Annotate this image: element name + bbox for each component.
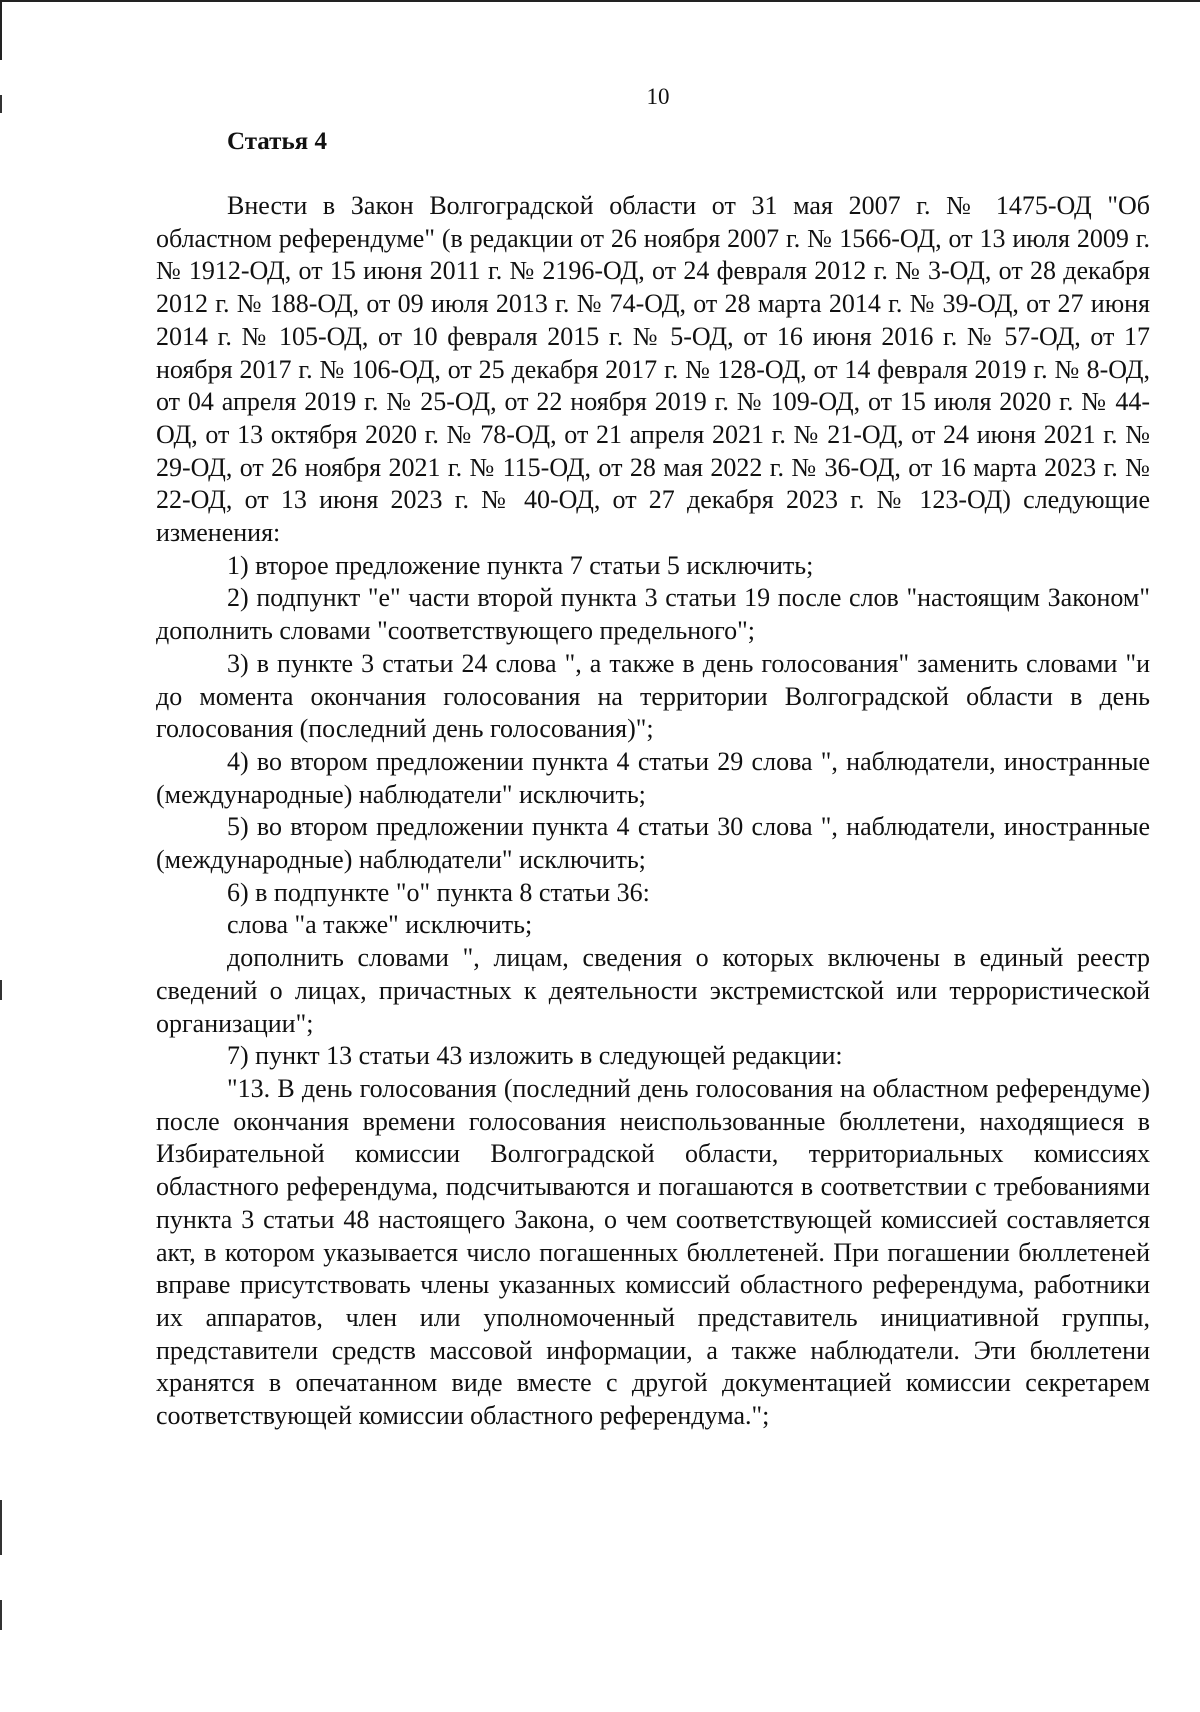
- scan-left-edge: [0, 0, 2, 60]
- paragraph-item-3: 3) в пункте 3 статьи 24 слова ", а также в день голосования" заменить словами "и до момента окончания голосования на территории Волгоградской области в день голосования (последний день голосования)";: [156, 648, 1150, 744]
- paragraph-item-7: 7) пункт 13 статьи 43 изложить в следующей редакции:: [227, 1041, 843, 1071]
- scan-edge-mark: [0, 980, 2, 1000]
- scan-top-edge: [0, 0, 1200, 2]
- article-body: [156, 190, 1150, 1433]
- paragraph-item-4: 4) во втором предложении пункта 4 статьи 29 слова ", наблюдатели, иностранные (международные) наблюдатели" исключить;: [156, 746, 1150, 809]
- scan-edge-mark: [0, 1600, 2, 1630]
- paragraph-intro: Внести в Закон Волгоградской области от 31 мая 2007 г. № 1475-ОД "Об областном референдуме" (в редакции от 26 ноября 2007 г. № 1566-ОД, от 13 июля 2009 г. № 1912-ОД, от 15 июня 2011 г. № 2196-ОД, от 24 февраля 2012 г. № 3-ОД, от 28 декабря 2012 г. № 188-ОД, от 09 июля 2013 г. № 74-ОД, от 28 марта 2014 г. № 39-ОД, от 27 июня 2014 г. № 105-ОД, от 10 февраля 2015 г. № 5-ОД, от 16 июня 2016 г. № 57-ОД, от 17 ноября 2017 г. № 106-ОД, от 25 декабря 2017 г. № 128-ОД, от 14 февраля 2019 г. № 8-ОД, от 04 апреля 2019 г. № 25-ОД, от 22 ноября 2019 г. № 109-ОД, от 15 июля 2020 г. № 44-ОД, от 13 октября 2020 г. № 78-ОД, от 21 апреля 2021 г. № 21-ОД, от 24 июня 2021 г. № 29-ОД, от 26 ноября 2021 г. № 115-ОД, от 28 мая 2022 г. № 36-ОД, от 16 марта 2023 г. № 22-ОД, от 13 июня 2023 г. № 40-ОД, от 27 декабря 2023 г. № 123-ОД) следующие изменения:: [156, 191, 1150, 548]
- paragraph-item-6: 6) в подпункте "о" пункта 8 статьи 36:: [227, 877, 650, 907]
- paragraph-item-2: 2) подпункт "е" части второй пункта 3 статьи 19 после слов "настоящим Законом" дополнить словами "соответствующего предельного";: [156, 583, 1150, 646]
- paragraph-item-7-text: "13. В день голосования (последний день голосования на областном референдуме) после окончания времени голосования неиспользованные бюллетени, находящиеся в Избирательной комиссии Волгоградской области, территориальных комиссиях областного референдума, подсчитываются и погашаются в соответствии с требованиями пункта 3 статьи 48 настоящего Закона, о чем соответствующей комиссией составляется акт, в котором указывается число погашенных бюллетеней. При погашении бюллетеней вправе присутствовать члены указанных комиссий областного референдума, работники их аппаратов, член или уполномоченный представитель инициативной группы, представители средств массовой информации, а также наблюдатели. Эти бюллетени хранятся в опечатанном виде вместе с другой документацией комиссии секретарем соответствующей комиссии областного референдума.";: [156, 1073, 1150, 1431]
- article-title: Статья 4: [227, 128, 327, 155]
- paragraph-item-1: 1) второе предложение пункта 7 статьи 5 исключить;: [227, 550, 814, 580]
- scan-edge-mark: [0, 1500, 2, 1555]
- page-number: 10: [646, 84, 670, 109]
- paragraph-item-6-sub-2: дополнить словами ", лицам, сведения о которых включены в единый реестр сведений о лицах, причастных к деятельности экстремистской или террористической организации";: [156, 943, 1150, 1038]
- paragraph-item-5: 5) во втором предложении пункта 4 статьи 30 слова ", наблюдатели, иностранные (международные) наблюдатели" исключить;: [156, 812, 1150, 875]
- paragraph-item-6-sub-1: слова "а также" исключить;: [227, 910, 533, 940]
